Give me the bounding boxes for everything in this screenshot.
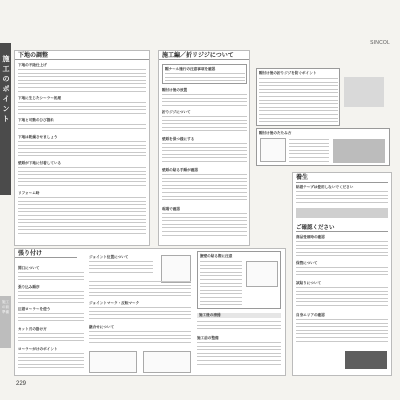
body-text (197, 321, 281, 332)
body-text (165, 73, 245, 84)
body-text (18, 102, 146, 116)
confirm-heading: ご確認ください (296, 225, 335, 231)
section-construction-heading: 施工編／折リジジについて (159, 51, 249, 60)
body-text (89, 261, 153, 275)
body-text (296, 287, 388, 309)
body-text (89, 281, 191, 299)
side-title: 施工のポイント (2, 55, 10, 123)
side-small-label: 施工の前準備 (2, 300, 9, 314)
folding-diagram (260, 138, 286, 162)
notice-box-title: 糊ナール施行の注意事項を確認 (165, 67, 216, 71)
body-text (162, 174, 247, 203)
body-text (18, 167, 146, 189)
sub-heading: ジョイント位置について (89, 255, 129, 259)
body-text (18, 197, 146, 237)
product-photo (345, 351, 387, 369)
sub-heading: 保管について (296, 261, 318, 265)
body-text (296, 191, 388, 205)
body-text (18, 141, 146, 159)
section-curing (292, 172, 392, 376)
body-text (18, 313, 84, 324)
sub-heading: 壁紙が下地に付着している (18, 161, 62, 165)
body-text (18, 333, 84, 344)
tape-damage-photo (296, 208, 388, 218)
body-text (296, 267, 388, 278)
sub-heading: ローラーがけのポイント (18, 347, 58, 351)
joint-diagram (161, 255, 191, 283)
section-construction (158, 50, 250, 246)
sub-heading: カット刃の掛け方 (18, 327, 47, 331)
sub-heading: 施工前の整備 (197, 336, 219, 340)
sub-heading: 試貼りについて (296, 281, 322, 285)
sub-heading: 粘着テープは使用しないでください (296, 185, 354, 189)
sub-heading: 下地は乾燥させましょう (18, 135, 58, 139)
sub-heading: リフォーム時 (18, 191, 40, 195)
notice-box (162, 64, 247, 84)
sub-heading: 下地の不陸仕上げ (18, 63, 47, 67)
sub-heading: 糊付け後の放置 (162, 88, 188, 92)
body-text (162, 116, 247, 134)
corner-notice-box (197, 251, 281, 309)
body-text (162, 213, 247, 238)
sub-heading: 圧着ローラーを使う (18, 307, 51, 311)
body-text (18, 272, 84, 283)
body-text (89, 331, 191, 345)
corner-diagram (246, 261, 278, 287)
sub-heading: 壁紙を保つ様にする (162, 137, 195, 141)
sub-heading: 自身エリアの確認 (296, 313, 325, 317)
section-application (14, 248, 286, 376)
folding-box (256, 128, 390, 166)
page-number: 229 (16, 381, 27, 387)
divider (296, 182, 388, 183)
body-text (18, 353, 84, 371)
body-text (162, 94, 247, 108)
corner-notice-title: 腰壁の貼る際に注意 (200, 254, 233, 258)
sub-heading: 下地に生じたシーラー処理 (18, 96, 62, 100)
divider (296, 231, 388, 232)
body-text (18, 124, 146, 131)
brand-logo: SINCOL (370, 40, 390, 46)
body-text (259, 78, 338, 125)
sub-heading: 継合せについて (89, 325, 115, 329)
sub-heading: 開口について (18, 266, 40, 270)
sub-heading: 張り込み順序 (18, 285, 40, 289)
body-text (197, 342, 281, 367)
body-text (200, 261, 242, 308)
section-application-heading: 張り付け (15, 249, 77, 258)
section-substrate (14, 50, 150, 246)
sub-heading: ジョイントマーク・反転マーク (89, 301, 140, 305)
folded-wallpaper-photo (333, 139, 385, 163)
folding-box-title: 糊付け後のたたみ方 (259, 131, 292, 135)
wallpaper-roll-photo (344, 77, 384, 107)
sub-heading: 壁紙の貼る手順が確認 (162, 168, 198, 172)
body-text (296, 241, 388, 259)
body-text (162, 143, 247, 165)
tips-box-title: 糊付け後の折りジジを防ぐポイント (259, 71, 317, 75)
sub-heading: 折りジジについて (162, 110, 191, 114)
sub-heading: 商品受領時の確認 (296, 235, 325, 239)
sub-heading: 現場で確認 (162, 207, 180, 211)
joint-mark-diagram (89, 351, 137, 373)
body-text (296, 319, 388, 344)
section-substrate-heading: 下地の調整 (15, 51, 149, 60)
reverse-mark-diagram (143, 351, 191, 373)
section-curing-heading: 養生 (296, 174, 309, 181)
body-text (18, 69, 146, 94)
body-text (289, 139, 329, 164)
body-text (18, 291, 84, 305)
sub-heading-bar: 施工後の清掃 (197, 313, 281, 318)
body-text (89, 307, 191, 321)
tips-box (256, 68, 340, 126)
sub-heading: 下地と可動のひび割れ (18, 118, 54, 122)
